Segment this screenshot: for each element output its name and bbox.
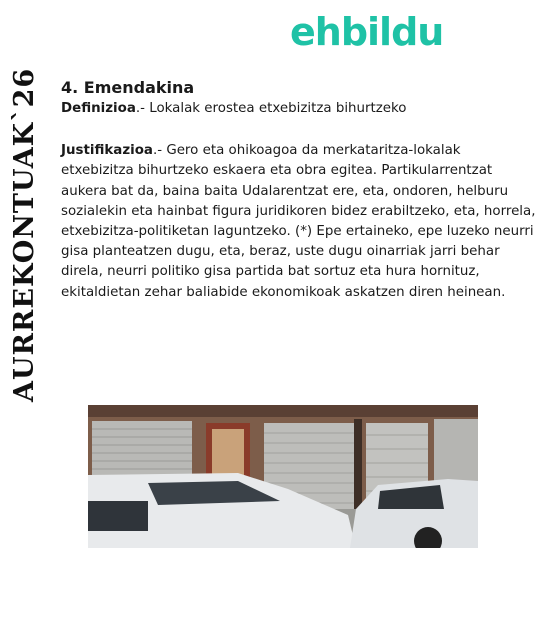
definition-paragraph (61, 99, 536, 119)
amendment-content (61, 78, 536, 303)
street-photo (88, 405, 478, 548)
side-title: AURREKONTUAK`26 (9, 67, 40, 402)
definition-label: Definizioa (61, 101, 136, 116)
justification-label: Justifikazioa (61, 143, 153, 159)
amendment-heading: 4. Emendakina (61, 78, 195, 97)
justification-text: .- Gero eta ohikoagoa da merkataritza-lokalak etxebizitza bihurtzeko eskaera eta obra egitea. Partikularrentzat aukera bat da, baina baita Udalarentzat ere, eta, ondoren, helburu sozialekin eta hainbat figura juridikoren bidez erabiltzeko, eta, horrela, etxebizitza-politiketan laguntzeko. (*) Epe ertaineko, epe luzeko neurri gisa planteatzen dugu, eta, beraz, uste dugu oinarriak jarri behar direla, neurri politiko gisa partida bat sortuz eta hura hornituz, ekitaldietan zehar baliabide ekonomikoak askatzen diren heinean. (61, 143, 536, 300)
definition-text: .- Lokalak erostea etxebizitza bihurtzeko (135, 101, 407, 116)
ehbildu-logo: ehbildu (290, 10, 444, 54)
justification-paragraph (61, 141, 536, 303)
street-photo-illustration (88, 405, 478, 548)
